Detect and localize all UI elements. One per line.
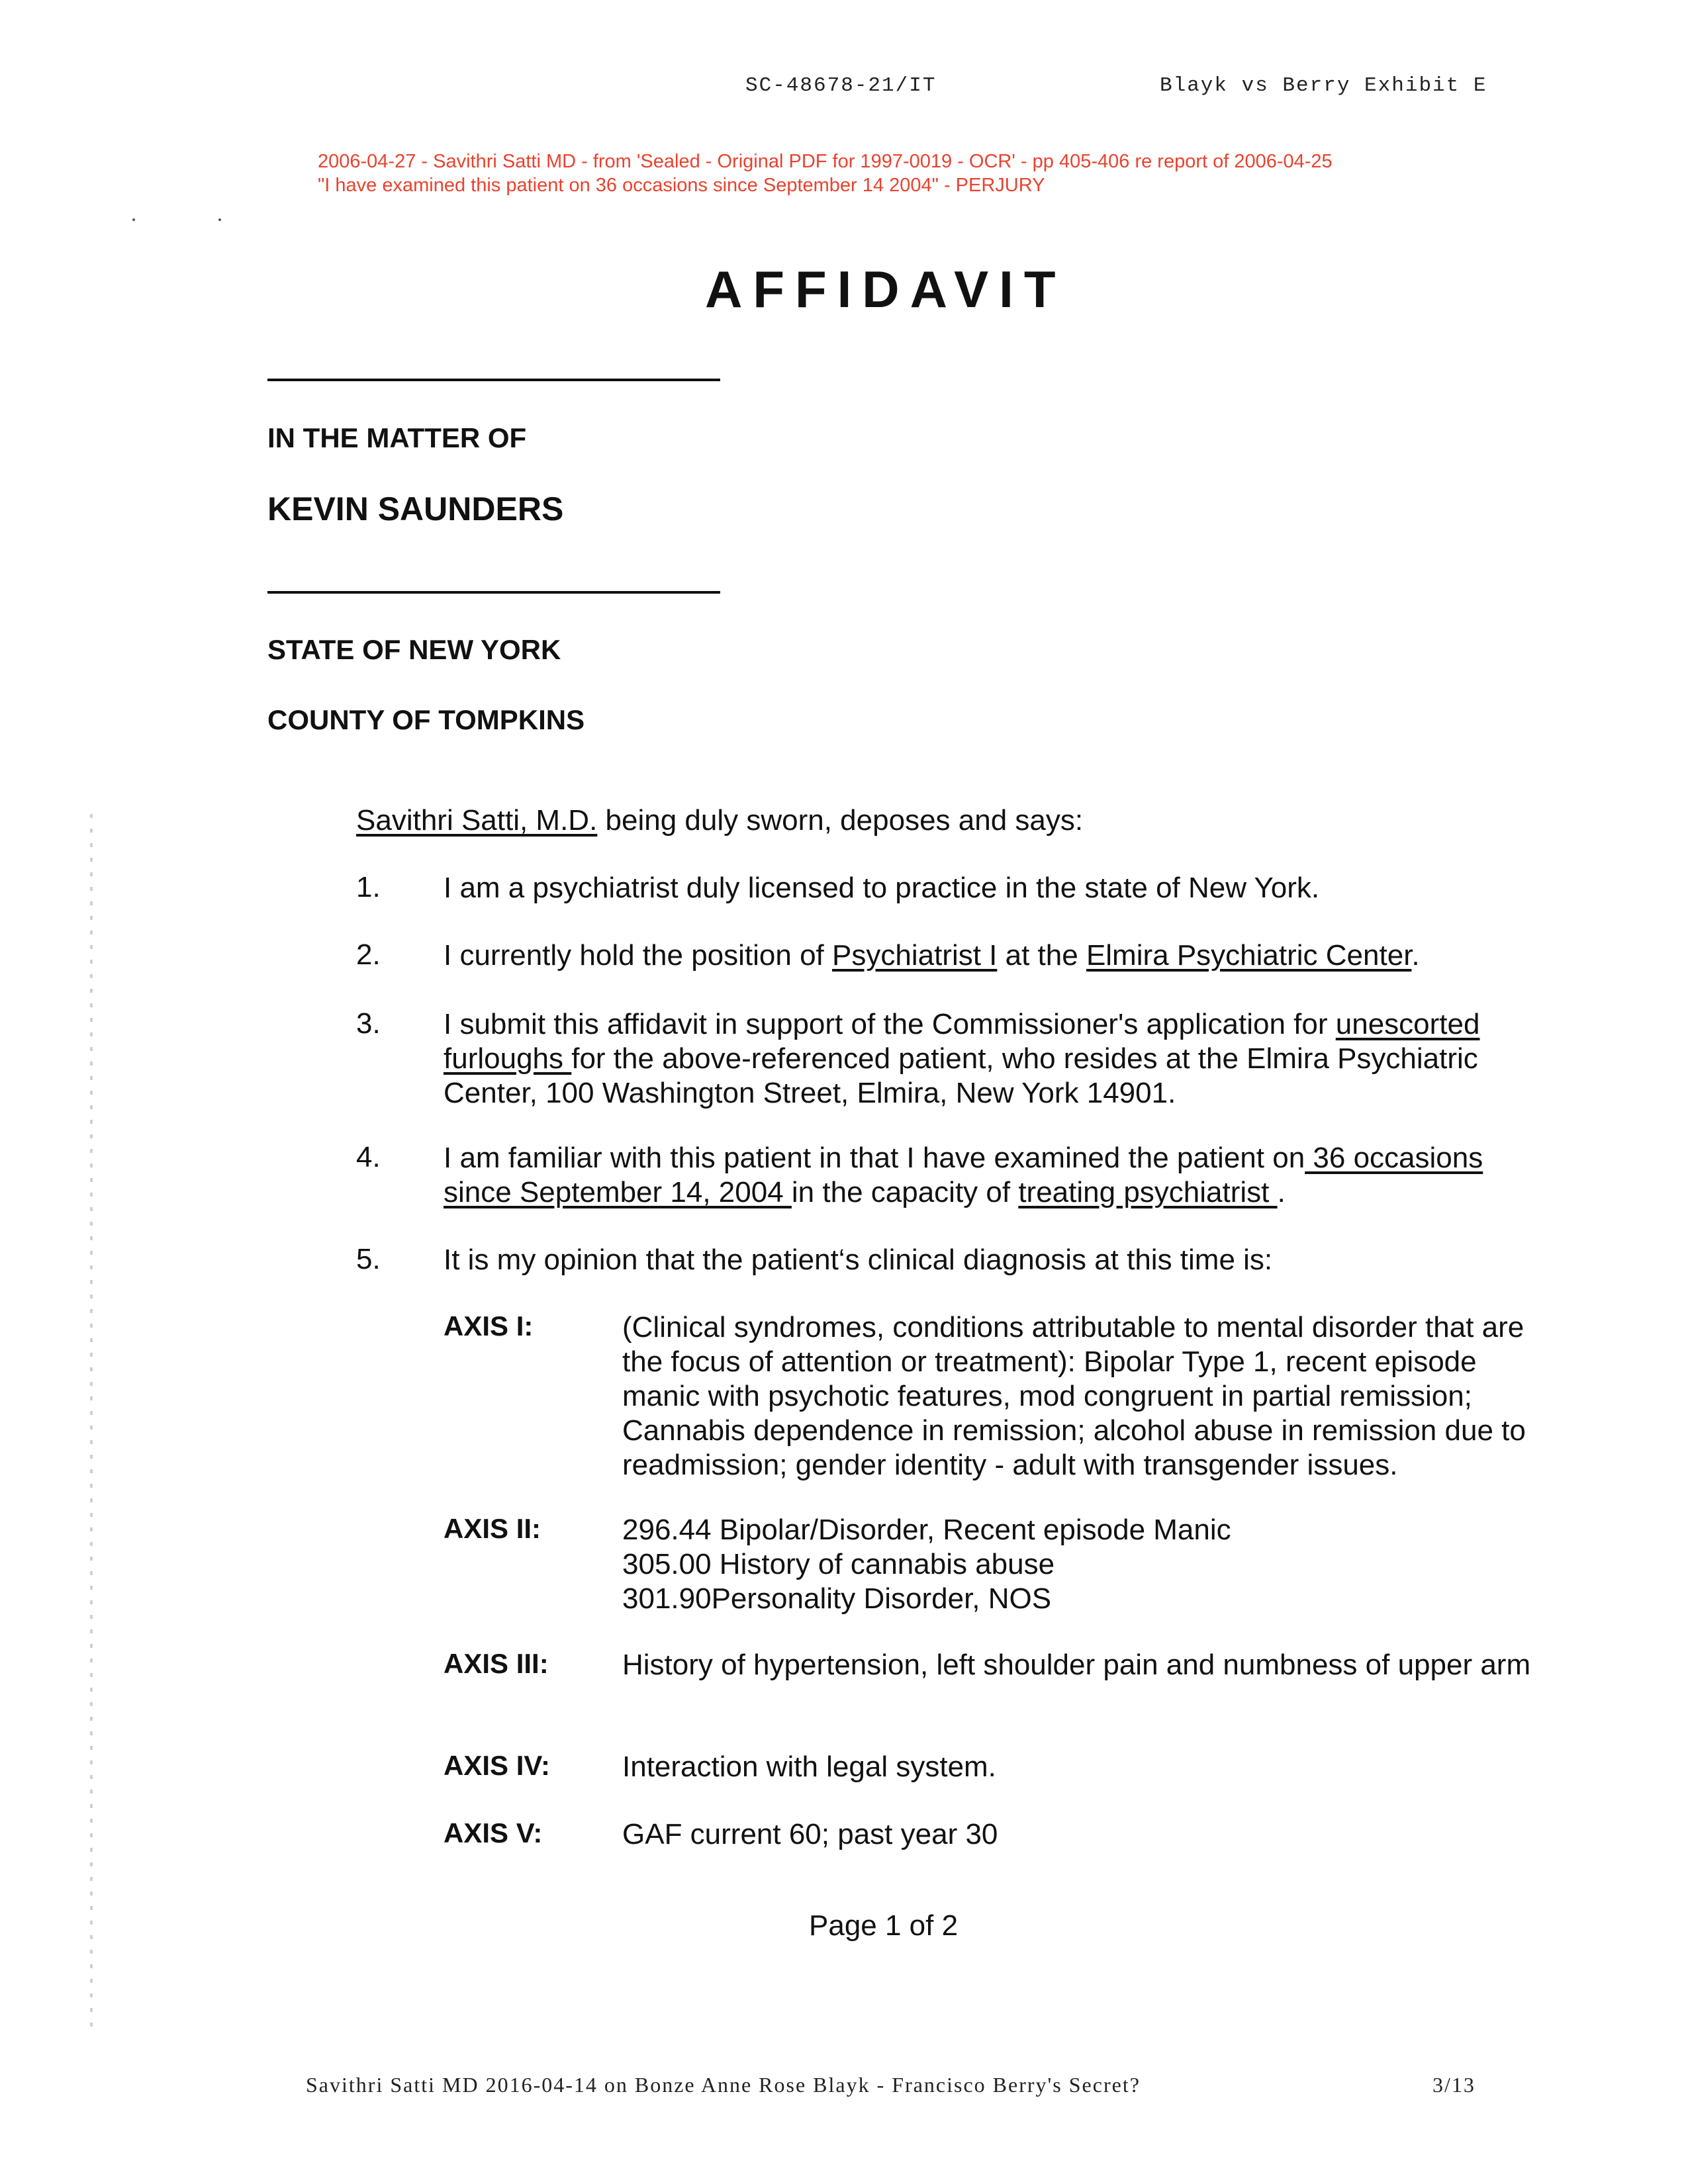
item-number: 4.	[356, 1141, 381, 1173]
state-label: STATE OF NEW YORK	[267, 634, 561, 665]
axis-2-line: 296.44 Bipolar/Disorder, Recent episode Manic	[622, 1514, 1231, 1546]
capacity: treating psychiatrist	[1018, 1176, 1278, 1208]
axis-1-label: AXIS I:	[444, 1310, 534, 1342]
scan-dot	[132, 218, 135, 221]
affiant-intro	[356, 803, 1083, 838]
axis-3-text: History of hypertension, left shoulder pain and numbness of upper arm	[622, 1649, 1531, 1681]
item-2-part: .	[1411, 939, 1420, 972]
item-2-part: I currently hold the position of	[444, 939, 832, 972]
furlough-type: unescorted furloughs	[444, 1008, 1480, 1075]
item-number: 3.	[356, 1007, 381, 1040]
axis-1-text: (Clinical syndromes, conditions attributable to mental disorder that are the focus of attention or treatment): Bipolar Type 1, recent episode manic with psychotic features, mod congruent in partial remission; Cannabis dependence in remission; alcohol abuse in remission due to readmission; gender identity - adult with transgender issues.	[622, 1311, 1526, 1481]
item-3-part: I submit this affidavit in support of the Commissioner's application for	[444, 1008, 1336, 1040]
axis-2-text	[622, 1513, 1536, 1616]
facility-name: Elmira Psychiatric Center	[1086, 939, 1412, 972]
matter-name: KEVIN SAUNDERS	[267, 490, 564, 527]
item-3-part: for the above-referenced patient, who resides at the Elmira Psychiatric Center, 100 Washington Street, Elmira, New York 14901.	[444, 1042, 1478, 1109]
item-4-text	[444, 1141, 1516, 1210]
page-number: Page 1 of 2	[809, 1909, 959, 1942]
divider-rule	[267, 379, 720, 381]
axis-2-label: AXIS II:	[444, 1513, 541, 1544]
matter-label: IN THE MATTER OF	[267, 422, 527, 453]
item-1-text: I am a psychiatrist duly licensed to practice in the state of New York.	[444, 872, 1320, 904]
axis-5-label: AXIS V:	[444, 1817, 543, 1848]
item-2-text	[444, 938, 1516, 973]
item-5-text: It is my opinion that the patient‘s clinical diagnosis at this time is:	[444, 1244, 1273, 1276]
axis-3-label: AXIS III:	[444, 1648, 549, 1679]
item-3-text	[444, 1007, 1516, 1111]
position-title: Psychiatrist I	[832, 939, 998, 972]
item-4-part: I am familiar with this patient in that I have examined the patient on	[444, 1142, 1305, 1174]
item-number: 5.	[356, 1243, 381, 1275]
divider-rule	[267, 591, 720, 594]
axis-2-line: 301.90Personality Disorder, NOS	[622, 1582, 1052, 1615]
exhibit-label: Blayk vs Berry Exhibit E	[1160, 74, 1487, 97]
scan-margin-marks	[90, 814, 93, 2032]
exam-count: 36 occasions since September 14, 2004	[444, 1142, 1483, 1208]
case-id: SC-48678-21/IT	[745, 74, 937, 97]
footer-text: Savithri Satti MD 2016-04-14 on Bonze Anne Rose Blayk - Francisco Berry's Secret?	[306, 2073, 1141, 2097]
item-2-part: at the	[997, 939, 1086, 972]
item-number: 1.	[356, 871, 381, 903]
footer-page-count: 3/13	[1432, 2073, 1476, 2097]
axis-4-label: AXIS IV:	[444, 1750, 551, 1781]
annotation-line-1: 2006-04-27 - Savithri Satti MD - from 'Sealed - Original PDF for 1997-0019 - OCR' - pp 405-406 re report of 2006-04-25	[318, 151, 1333, 172]
annotation-line-2: "I have examined this patient on 36 occasions since September 14 2004" - PERJURY	[318, 175, 1045, 196]
affiant-name: Savithri Satti, M.D.	[356, 804, 598, 837]
axis-4-text: Interaction with legal system.	[622, 1751, 996, 1783]
axis-2-line: 305.00 History of cannabis abuse	[622, 1548, 1055, 1580]
axis-5-text: GAF current 60; past year 30	[622, 1818, 998, 1850]
county-label: COUNTY OF TOMPKINS	[267, 704, 585, 735]
item-4-part: .	[1277, 1176, 1286, 1208]
item-4-part: in the capacity of	[791, 1176, 1019, 1208]
scan-dot	[218, 218, 221, 221]
item-number: 2.	[356, 938, 381, 971]
affiant-intro-text: being duly sworn, deposes and says:	[597, 804, 1084, 837]
document-title: AFFIDAVIT	[705, 260, 1066, 318]
